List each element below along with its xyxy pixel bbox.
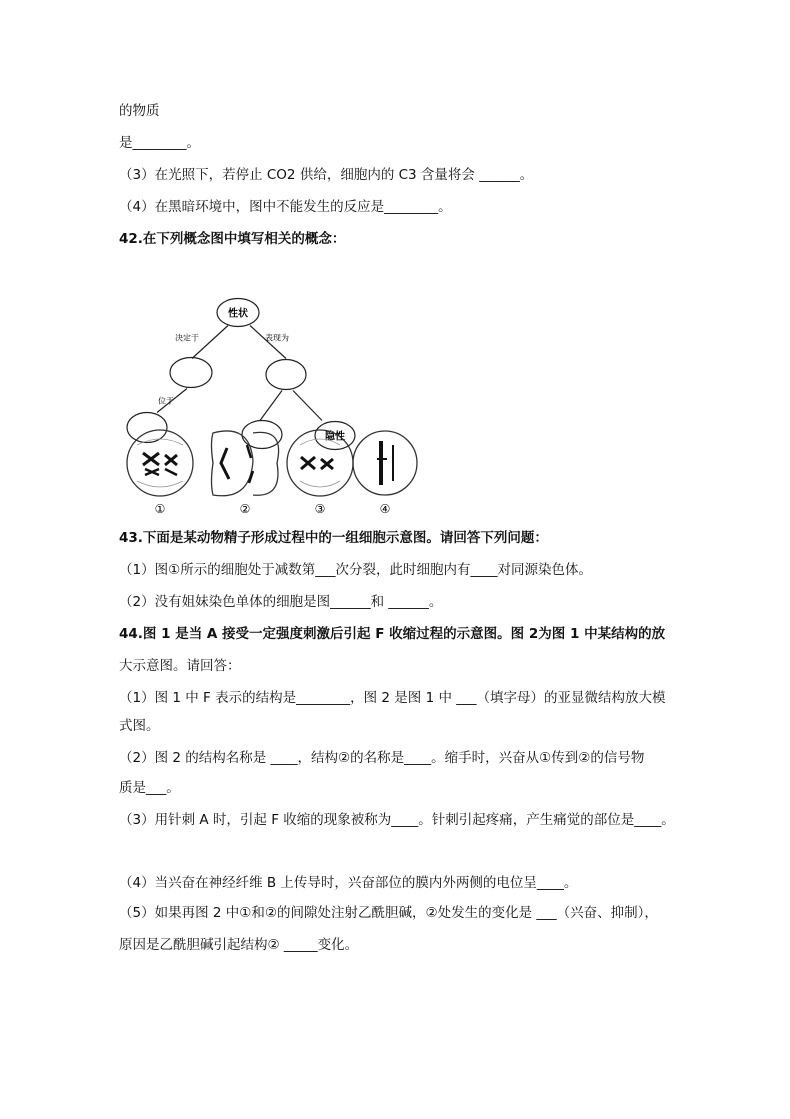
question-43: 43.下面是某动物精子形成过程中的一组细胞示意图。请回答下列问题： xyxy=(119,530,548,546)
text-line-44-2b: 质是___。 xyxy=(119,780,180,796)
cell-4 xyxy=(353,431,417,495)
text-line-1: 的物质 xyxy=(119,103,160,119)
question-42: 42.在下列概念图中填写相关的概念： xyxy=(119,231,346,247)
text-line-3: （3）在光照下，若停止 CO2 供给，细胞内的 C3 含量将会 ______。 xyxy=(119,167,534,183)
cell-2 xyxy=(212,431,279,496)
cell-1 xyxy=(127,430,193,496)
text-line-43-1: （1）图①所示的细胞处于减数第___次分裂，此时细胞内有____对同源染色体。 xyxy=(119,562,592,578)
cell-label-4: ④ xyxy=(379,502,391,516)
text-line-44-5b: 原因是乙酰胆碱引起结构② _____变化。 xyxy=(119,937,359,953)
question-44: 44.图 1 是当 A 接受一定强度刺激后引起 F 收缩过程的示意图。图 2为图 1 中某结构的放 xyxy=(119,626,666,642)
text-line-44-1b: 式图。 xyxy=(119,718,160,734)
text-line-44-4: （4）当兴奋在神经纤维 B 上传导时，兴奋部位的膜内外两侧的电位呈____。 xyxy=(119,875,578,891)
text-line-44-2: （2）图 2 的结构名称是 ____，结构②的名称是____。缩手时，兴奋从①传到②的信号物 xyxy=(119,750,645,766)
cell-3 xyxy=(287,430,353,496)
text-line-44-a: 大示意图。请回答： xyxy=(119,658,241,674)
cell-label-2: ② xyxy=(239,502,251,516)
cell-label-3: ③ xyxy=(314,502,326,516)
cell-division-figure xyxy=(115,423,425,518)
concept-recessive-label: 隐性 xyxy=(325,431,345,443)
edge-label-expressed: 表现为 xyxy=(265,333,289,343)
text-line-44-1: （1）图 1 中 F 表示的结构是________，图 2 是图 1 中 ___（填字母）的亚显微结构放大模 xyxy=(119,690,666,706)
text-line-2: 是________。 xyxy=(119,135,200,151)
concept-root-label: 性状 xyxy=(228,308,248,320)
text-line-44-5: （5）如果再图 2 中①和②的间隙处注射乙酰胆碱，②处发生的变化是 ___（兴奋、抑制）， xyxy=(119,905,658,921)
edge-label-located: 位于 xyxy=(158,396,174,406)
text-line-43-2: （2）没有姐妹染色单体的细胞是图______和 ______。 xyxy=(119,594,443,610)
cell-label-1: ① xyxy=(154,502,166,516)
text-line-44-3: （3）用针刺 A 时，引起 F 收缩的现象被称为____。针刺引起疼痛，产生痛觉的部位是____。 xyxy=(119,812,675,828)
text-line-4: （4）在黑暗环境中，图中不能发生的反应是________。 xyxy=(119,199,452,215)
edge-label-determined: 决定于 xyxy=(175,333,199,343)
